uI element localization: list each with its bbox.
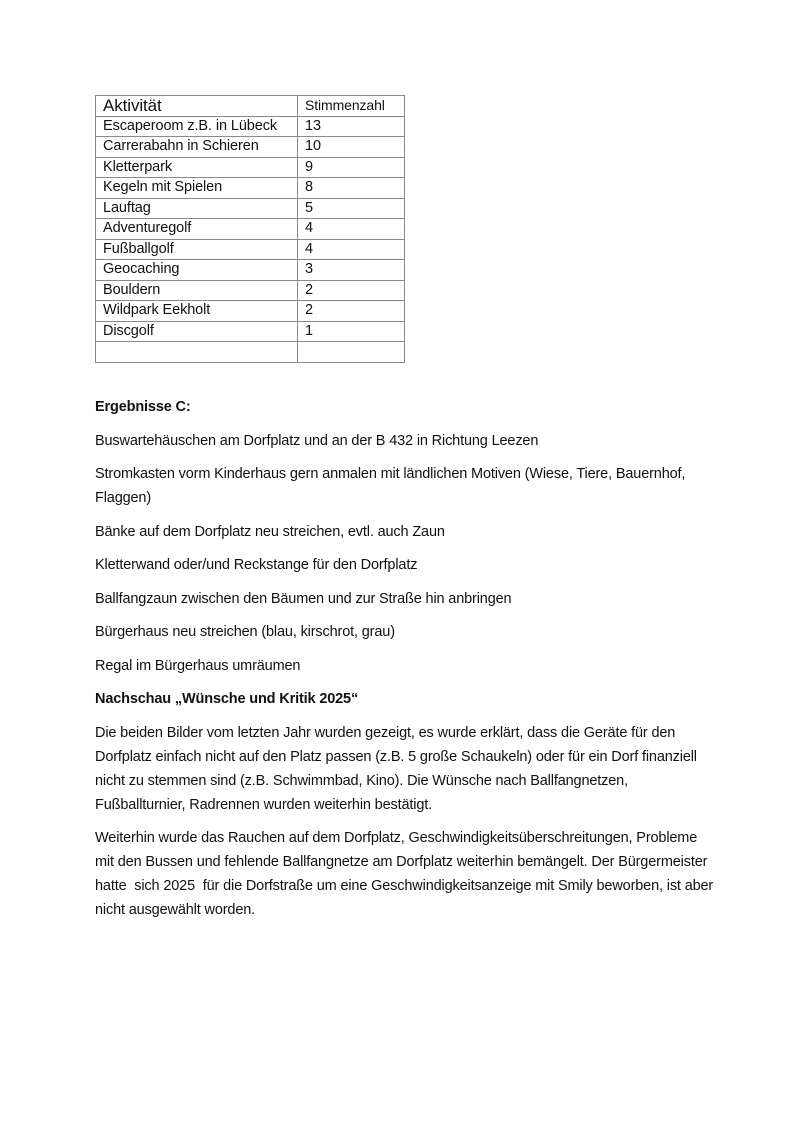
results-c-item: Stromkasten vorm Kinderhaus gern anmalen mit ländlichen Motiven (Wiese, Tiere, Bauernhof, Flaggen) — [95, 466, 686, 506]
activity-cell: Escaperoom z.B. in Lübeck — [96, 116, 298, 137]
results-c-item: Regal im Bürgerhaus umräumen — [95, 657, 301, 674]
activity-cell: Kletterpark — [96, 157, 298, 178]
results-c-item: Bänke auf dem Dorfplatz neu streichen, evtl. auch Zaun — [95, 523, 445, 540]
activity-cell: Adventuregolf — [96, 219, 298, 240]
votes-cell: 4 — [298, 219, 405, 240]
activity-cell: Geocaching — [96, 260, 298, 281]
votes-cell: 2 — [298, 301, 405, 322]
votes-cell: 2 — [298, 280, 405, 301]
review-paragraph: Die beiden Bilder vom letzten Jahr wurden gezeigt, es wurde erklärt, dass die Geräte für den Dorfplatz einfach nicht auf den Platz passen (z.B. 5 große Schaukeln) oder für ein Dorf finanziell nicht zu stemmen sind (z.B. Schwimmbad, Kino). Die Wünsche nach Ballfangnetzen, Fußballturnier, Radrennen wurden weiterhin bestätigt. — [95, 724, 697, 813]
activity-cell: Kegeln mit Spielen — [96, 178, 298, 199]
results-c-heading: Ergebnisse C: — [95, 399, 191, 415]
column-header-votes: Stimmenzahl — [298, 96, 405, 117]
activity-cell: Carrerabahn in Schieren — [96, 137, 298, 158]
results-c-item: Bürgerhaus neu streichen (blau, kirschrot, grau) — [95, 624, 395, 640]
table-row — [96, 116, 405, 137]
votes-cell: 9 — [298, 157, 405, 178]
votes-cell: 3 — [298, 260, 405, 281]
table-row — [96, 239, 405, 260]
table-row-empty — [96, 342, 405, 363]
activity-cell: Bouldern — [96, 280, 298, 301]
votes-cell: 8 — [298, 178, 405, 199]
votes-cell: 13 — [298, 116, 405, 137]
review-heading: Nachschau „Wünsche und Kritik 2025“ — [95, 691, 359, 707]
table-row — [96, 301, 405, 322]
table-row — [96, 157, 405, 178]
column-header-activity: Aktivität — [96, 96, 298, 117]
results-c-item: Kletterwand oder/und Reckstange für den Dorfplatz — [95, 557, 418, 573]
table-row — [96, 260, 405, 281]
table-header-row — [96, 96, 405, 117]
table-row — [96, 280, 405, 301]
votes-cell: 4 — [298, 239, 405, 260]
activity-votes-table — [95, 95, 405, 363]
activity-cell — [96, 342, 298, 363]
activity-cell: Discgolf — [96, 321, 298, 342]
results-c-item: Ballfangzaun zwischen den Bäumen und zur Straße hin anbringen — [95, 590, 512, 607]
results-c-item: Buswartehäuschen am Dorfplatz und an der B 432 in Richtung Leezen — [95, 432, 539, 449]
document-body — [95, 395, 718, 932]
table-row — [96, 321, 405, 342]
votes-cell — [298, 342, 405, 363]
review-paragraph: Weiterhin wurde das Rauchen auf dem Dorfplatz, Geschwindigkeitsüberschreitungen, Probleme mit den Bussen und fehlende Ballfangnetze am Dorfplatz weiterhin bemängelt. Der Bürgermeister hatte sich 2025 für die Dorfstraße um eine Geschwindigkeitsanzeige mit Smily beworben, ist aber nicht ausgewählt worden. — [95, 830, 718, 918]
table-row — [96, 137, 405, 158]
table-row — [96, 178, 405, 199]
table-row — [96, 198, 405, 219]
activity-cell: Fußballgolf — [96, 239, 298, 260]
activity-cell: Lauftag — [96, 198, 298, 219]
table-row — [96, 219, 405, 240]
votes-cell: 1 — [298, 321, 405, 342]
votes-cell: 10 — [298, 137, 405, 158]
votes-cell: 5 — [298, 198, 405, 219]
activity-cell: Wildpark Eekholt — [96, 301, 298, 322]
